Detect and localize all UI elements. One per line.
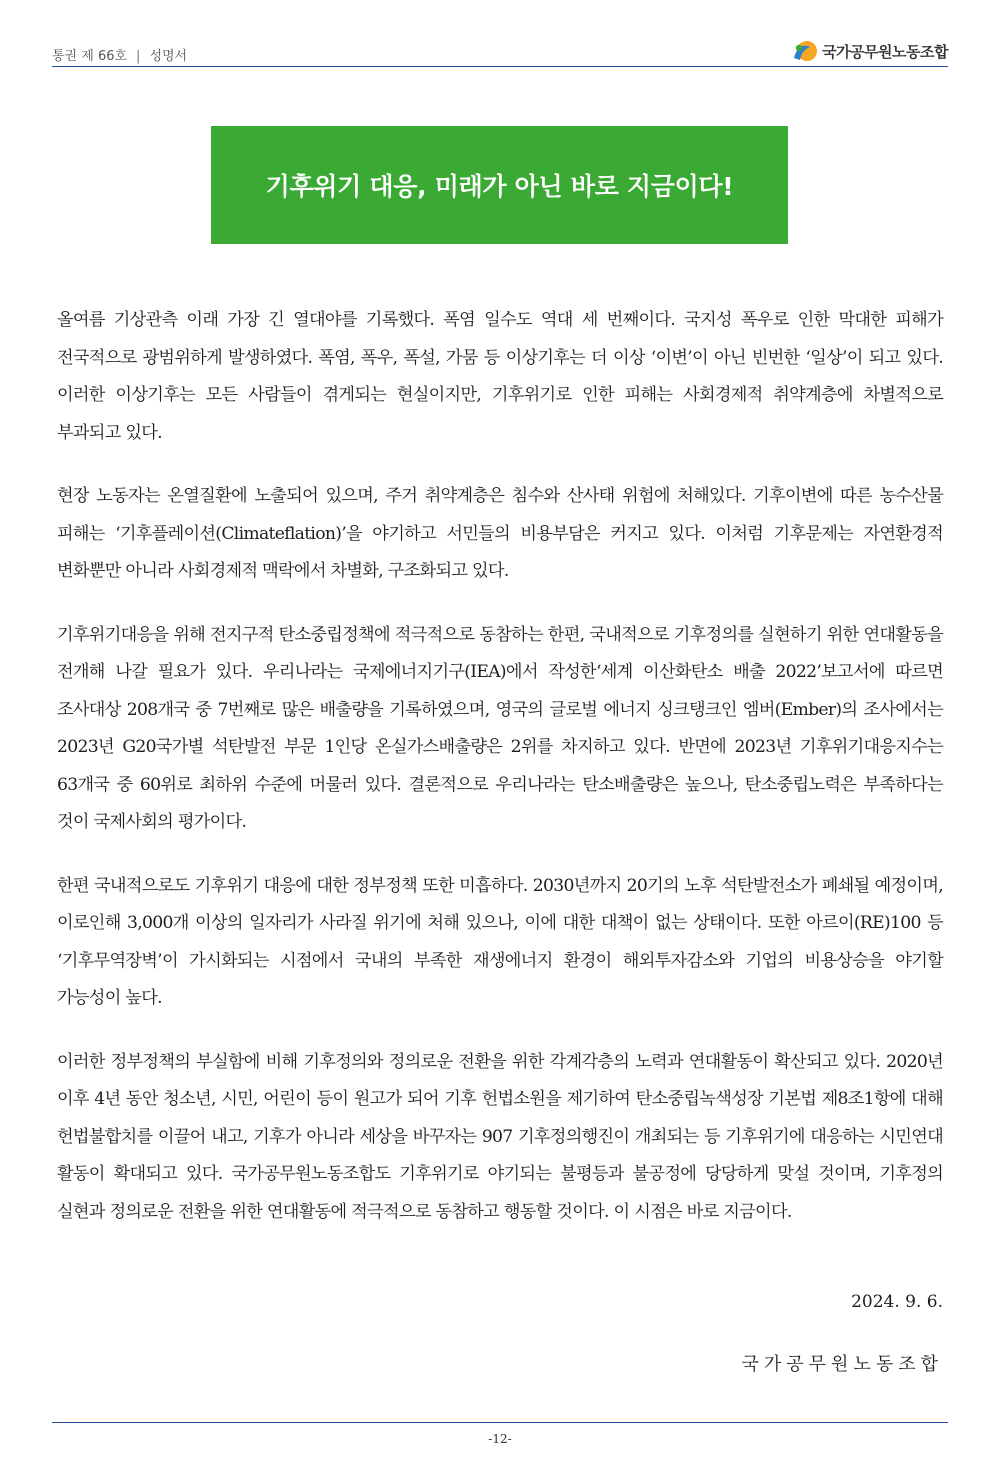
header-divider [52,66,948,67]
statement-date: 2024. 9. 6. [851,1292,943,1312]
union-name: 국가공무원노동조합 [822,42,948,61]
issue-separator: | [136,49,141,64]
paragraph-1: 올여름 기상관측 이래 가장 긴 열대야를 기록했다. 폭염 일수도 역대 세 번째이다. 국지성 폭우로 인한 막대한 피해가 전국적으로 광범위하게 발생하였다. 폭염, 폭우, 폭설, 가뭄 등 이상기후는 더 이상 ‘이변’이 아닌 빈번한 ‘일상’이 되고 있다. 이러한 이상기후는 모든 사람들이 겪게되는 현실이지만, 기후위기로 인한 피해는 사회경제적 취약계층에 차별적으로 부과되고 있다. [57,310,943,443]
title-banner [211,126,788,244]
paragraph-2: 현장 노동자는 온열질환에 노출되어 있으며, 주거 취약계층은 침수와 산사태 위험에 처해있다. 기후이변에 따른 농수산물 피해는 ‘기후플레이션(Climateflation)’을 야기하고 서민들의 비용부담은 커지고 있다. 이처럼 기후문제는 자연환경적 변화뿐만 아니라 사회경제적 맥락에서 차별화, 구조화되고 있다. [57,486,943,581]
document-type: 성명서 [149,49,188,64]
union-logo-icon [790,38,818,64]
paragraph-5: 이러한 정부정책의 부실함에 비해 기후정의와 정의로운 전환을 위한 각계각층의 노력과 연대활동이 확산되고 있다. 2020년 이후 4년 동안 청소년, 시민, 어린이 등이 원고가 되어 기후 헌법소원을 제기하여 탄소중립녹색성장 기본법 제8조1항에 대해 헌법불합치를 이끌어 내고, 기후가 아니라 세상을 바꾸자는 907 기후정의행진이 개최되는 등 기후위기에 대응하는 시민연대 활동이 확대되고 있다. 국가공무원노동조합도 기후위기로 야기되는 불평등과 불공정에 당당하게 맞설 것이며, 기후정의 실현과 정의로운 전환을 위한 연대활동에 적극적으로 동참하고 행동할 것이다. 이 시점은 바로 지금이다. [57,1051,943,1222]
footer-divider [52,1422,948,1423]
issue-info [52,45,187,64]
union-brand [790,38,948,64]
page-title: 기후위기 대응, 미래가 아닌 바로 지금이다! [265,172,734,201]
paragraph-3: 기후위기대응을 위해 전지구적 탄소중립정책에 적극적으로 동참하는 한편, 국내적으로 기후정의를 실현하기 위한 연대활동을 전개해 나갈 필요가 있다. 우리나라는 국제에너지기구(IEA)에서 작성한‘세계 이산화탄소 배출 2022’보고서에 따르면 조사대상 208개국 중 7번째로 많은 배출량을 기록하였으며, 영국의 글로벌 에너지 싱크탱크인 엠버(Ember)의 조사에서는 2023년 G20국가별 석탄발전 부문 1인당 온실가스배출량은 2위를 차지하고 있다. 반면에 2023년 기후위기대응지수는 63개국 중 60위로 최하위 수준에 머물러 있다. 결론적으로 우리나라는 탄소배출량은 높으나, 탄소중립노력은 부족하다는 것이 국제사회의 평가이다. [57,624,943,832]
page-number: -12- [488,1432,512,1446]
page-header [52,36,948,66]
paragraph-4: 한편 국내적으로도 기후위기 대응에 대한 정부정책 또한 미흡하다. 2030년까지 20기의 노후 석탄발전소가 폐쇄될 예정이며, 이로인해 3,000개 이상의 일자리가 사라질 위기에 처해 있으나, 이에 대한 대책이 없는 상태이다. 또한 아르이(RE)100 등 ‘기후무역장벽’이 가시화되는 시점에서 국내의 부족한 재생에너지 환경이 해외투자감소와 기업의 비용상승을 야기할 가능성이 높다. [57,875,943,1008]
signature: 국가공무원노동조합 [741,1354,943,1375]
statement-body [57,302,943,1257]
issue-number: 통권 제 66호 [52,49,128,64]
